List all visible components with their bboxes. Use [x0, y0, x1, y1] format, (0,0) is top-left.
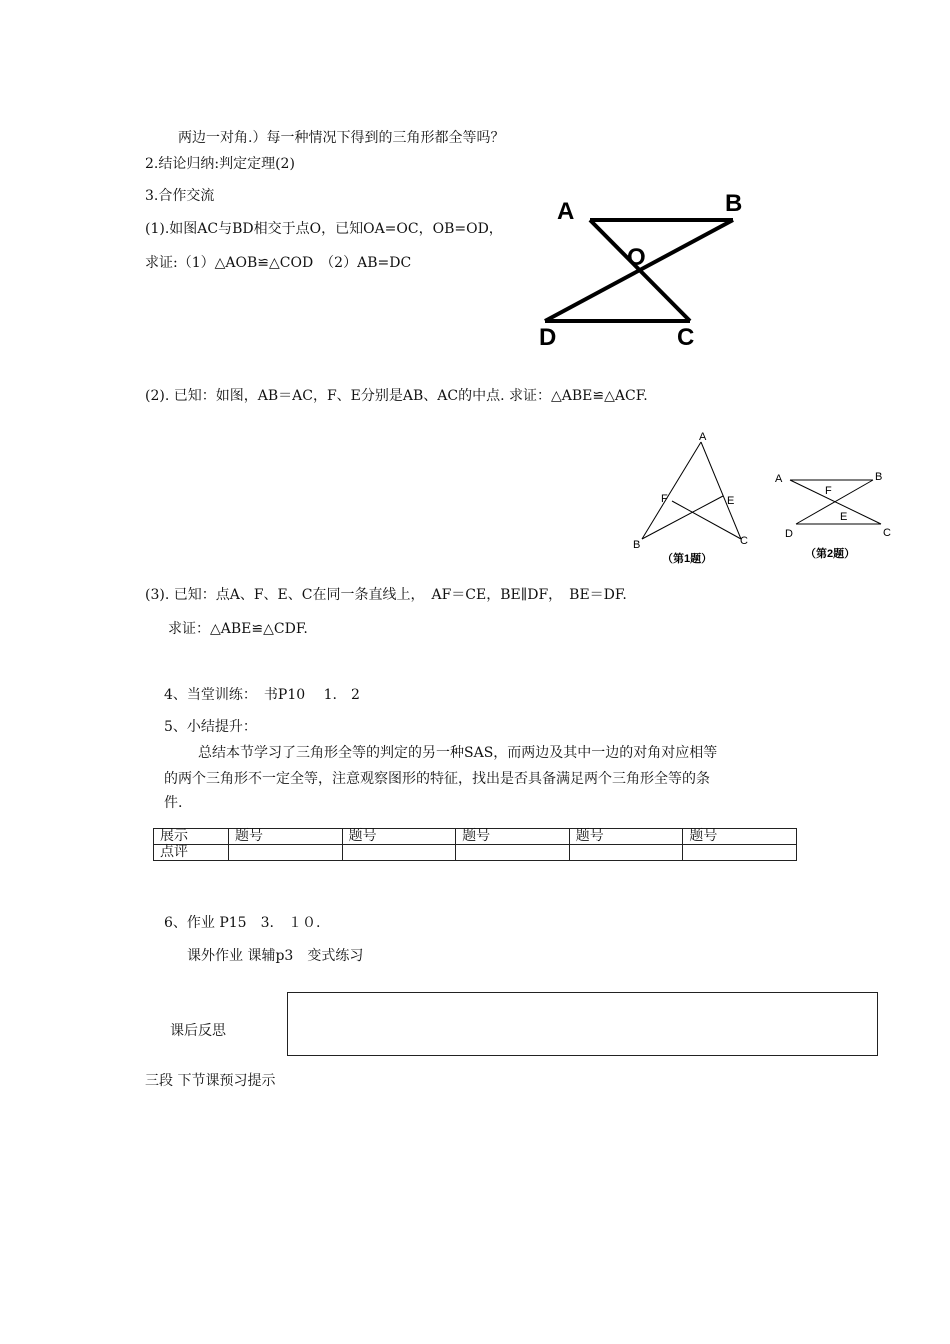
segment-be: [642, 496, 723, 539]
reflection-box[interactable]: [287, 992, 878, 1056]
label-c: C: [677, 324, 695, 351]
text-line: 三段 下节课预习提示: [145, 1073, 276, 1089]
label-f: F: [661, 493, 668, 505]
text-line: 2.结论归纳:判定定理(2): [145, 156, 295, 172]
table-cell: 题号: [569, 829, 683, 845]
label-d: D: [539, 324, 557, 351]
label-b: B: [633, 539, 641, 551]
table-cell: 题号: [229, 829, 343, 845]
intersecting-triangles-figure: [535, 185, 765, 355]
label-o: O: [627, 244, 646, 271]
text-line: 求证：△ABE≌△CDF.: [168, 621, 308, 637]
table-row: [154, 845, 797, 861]
text-line: 的两个三角形不一定全等，注意观察图形的特征，找出是否具备满足两个三角形全等的条: [164, 771, 710, 787]
table-head-cell: 展示: [154, 829, 229, 845]
text-line: 总结本节学习了三角形全等的判定的另一种SAS，而两边及其中一边的对角对应相等: [198, 745, 718, 761]
segment-bf: [796, 480, 873, 524]
label-c: C: [883, 527, 891, 539]
label-a: A: [699, 431, 707, 443]
segment-ab: [642, 442, 701, 539]
table-cell[interactable]: [569, 845, 683, 861]
label-e: E: [727, 495, 735, 507]
table-head-cell: 点评: [154, 845, 229, 861]
table-row: [154, 829, 797, 845]
label-b: B: [725, 190, 743, 217]
table-cell[interactable]: [229, 845, 343, 861]
problem-2-figure: [770, 463, 900, 563]
text-line: 求证:（1）△AOB≌△COD （2）AB=DC: [145, 255, 412, 271]
text-line: 3.合作交流: [145, 188, 215, 204]
table-cell[interactable]: [456, 845, 570, 861]
label-c: C: [740, 535, 748, 547]
label-a: A: [775, 473, 783, 485]
label-a: A: [557, 198, 575, 225]
text-line: 两边一对角.）每一种情况下得到的三角形都全等吗？: [178, 130, 505, 146]
text-line: (3). 已知：点A、F、E、C在同一条直线上， AF＝CE，BE∥DF， BE＝DF.: [145, 587, 627, 603]
label-e: E: [840, 511, 848, 523]
segment-ac: [701, 442, 741, 539]
table-cell: 题号: [683, 829, 797, 845]
text-line: 5、小结提升：: [164, 719, 257, 735]
text-line: 课外作业 课辅p3 变式练习: [187, 948, 364, 964]
label-f: F: [825, 485, 832, 497]
text-line: 件.: [164, 795, 183, 811]
text-line: 6、作业 P15 3. １０.: [164, 915, 321, 931]
figure-caption: （第1题）: [662, 553, 713, 565]
table-cell[interactable]: [683, 845, 797, 861]
text-line: (1).如图AC与BD相交于点O，已知OA=OC，OB=OD，: [145, 221, 503, 237]
table-cell: 题号: [456, 829, 570, 845]
label-b: B: [875, 471, 883, 483]
figure-caption: （第2题）: [805, 548, 856, 560]
review-table: [153, 828, 797, 861]
problem-1-figure: [628, 426, 758, 566]
text-line: 4、当堂训练： 书P10 1. 2: [164, 687, 360, 703]
table-cell: 题号: [342, 829, 456, 845]
text-line: (2). 已知：如图，AB＝AC，F、E分别是AB、AC的中点. 求证：△ABE≌△ACF.: [145, 388, 648, 404]
reflection-label: 课后反思: [170, 1023, 226, 1039]
table-cell[interactable]: [342, 845, 456, 861]
label-d: D: [785, 528, 793, 540]
